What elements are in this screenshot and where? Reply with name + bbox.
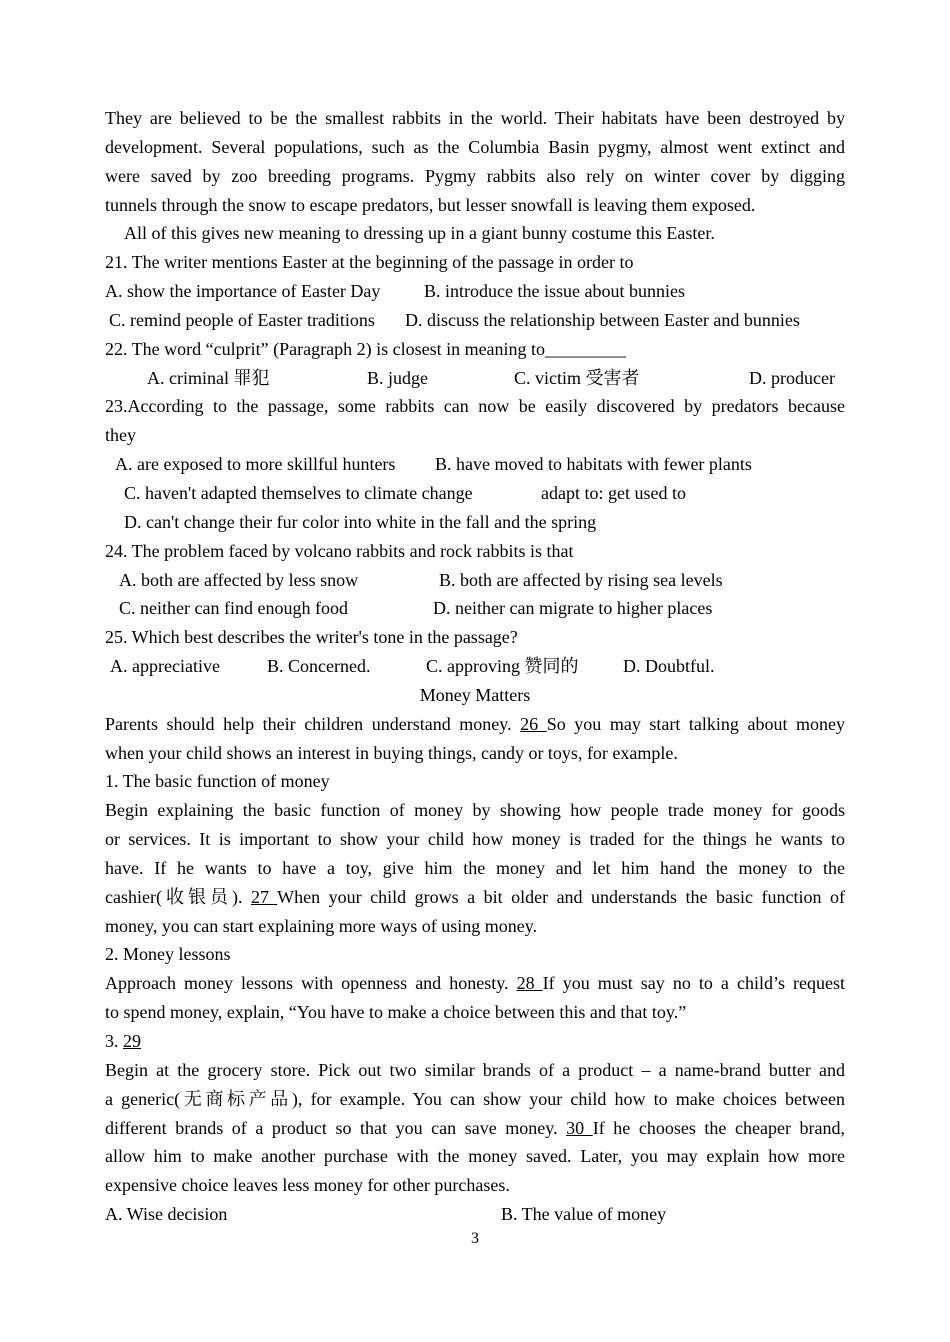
passage-line: They are believed to be the smallest rabbits in the world. Their habitats have been destroyed by: [105, 108, 845, 128]
money-paragraph-line: [105, 883, 845, 912]
question-21-options-ab: [105, 277, 845, 306]
option-21-b: B. introduce the issue about bunnies: [424, 281, 685, 302]
money-paragraph-line: to spend money, explain, “You have to make a choice between this and that toy.”: [105, 1002, 687, 1023]
passage-line: tunnels through the snow to escape predators, but lesser snowfall is leaving them exposed.: [105, 194, 756, 215]
blank-30: 30: [566, 1117, 593, 1138]
option-22-d: D. producer: [749, 367, 835, 388]
blank-27: 27: [250, 886, 278, 907]
option-21-c: C. remind people of Easter traditions: [109, 309, 375, 330]
question-21-options-cd: [105, 306, 845, 335]
money-paragraph-line: or services. It is important to show your child how money is traded for the things he wants to: [105, 829, 845, 850]
option-25-b: B. Concerned.: [267, 656, 371, 677]
question-24-stem: 24. The problem faced by volcano rabbits and rock rabbits is that: [105, 540, 574, 561]
subheading-3: [105, 1027, 845, 1056]
option-25-c: C. approving 赞同的: [426, 656, 579, 677]
option-b: B. The value of money: [501, 1204, 667, 1225]
option-25-a: A. appreciative: [110, 656, 220, 677]
subheading-1: 1. The basic function of money: [105, 771, 330, 792]
question-23-stem-cont: they: [105, 425, 136, 446]
question-23-option-c: [105, 479, 845, 508]
text-span: Approach money lessons with openness and honesty.: [105, 973, 517, 994]
option-24-d: D. neither can migrate to higher places: [433, 598, 713, 619]
option-24-a: A. both are affected by less snow: [119, 569, 359, 590]
question-22-stem: 22. The word “culprit” (Paragraph 2) is closest in meaning to_________: [105, 338, 627, 359]
option-a: A. Wise decision: [105, 1204, 228, 1225]
passage-line: development. Several populations, such as the Columbia Basin pygmy, almost went extinct and: [105, 136, 845, 157]
question-23-options-ab: [105, 450, 845, 479]
money-paragraph-line: expensive choice leaves less money for other purchases.: [105, 1175, 510, 1196]
option-22-a: A. criminal 罪犯: [147, 367, 270, 388]
option-23-c: C. haven't adapted themselves to climate change: [124, 482, 473, 503]
blank-26: 26: [520, 713, 547, 734]
option-24-b: B. both are affected by rising sea levels: [439, 569, 723, 590]
vocab-note: adapt to: get used to: [541, 482, 686, 503]
text-span: 3.: [105, 1031, 123, 1051]
text-span: different brands of a product so that you can save money.: [105, 1117, 567, 1138]
money-paragraph-line: have. If he wants to have a toy, give him the money and let him hand the money to the: [105, 857, 845, 878]
option-21-a: A. show the importance of Easter Day: [105, 281, 381, 302]
question-25-options: [105, 652, 845, 681]
money-paragraph-line: [105, 969, 845, 998]
question-25-stem: 25. Which best describes the writer's tone in the passage?: [105, 627, 518, 648]
option-23-b: B. have moved to habitats with fewer plants: [435, 454, 752, 475]
question-24-options-cd: [105, 594, 845, 623]
text-span: If he chooses the cheaper brand,: [592, 1117, 846, 1138]
blank-29: 29: [123, 1031, 141, 1051]
option-24-c: C. neither can find enough food: [119, 598, 348, 619]
answer-options: [105, 1200, 845, 1229]
option-25-d: D. Doubtful.: [623, 656, 715, 677]
option-23-d: D. can't change their fur color into white in the fall and the spring: [124, 511, 597, 532]
page-number: 3: [471, 1230, 479, 1247]
text-span: When your child grows a bit older and understands the basic function of: [277, 886, 845, 907]
question-22-options: [105, 364, 845, 393]
section-title: Money Matters: [419, 684, 531, 705]
text-span: Parents should help their children understand money.: [105, 713, 521, 734]
money-paragraph-line: Begin at the grocery store. Pick out two similar brands of a product – a name-brand butter and: [105, 1059, 845, 1080]
money-paragraph-line: [105, 1114, 845, 1143]
money-paragraph-line: Begin explaining the basic function of money by showing how people trade money for goods: [105, 800, 845, 821]
subheading-2: 2. Money lessons: [105, 944, 231, 965]
money-paragraph-line: allow him to make another purchase with the money saved. Later, you may explain how more: [105, 1146, 845, 1167]
money-paragraph-line: a generic(无商标产品), for example. You can show your child how to make choices between: [105, 1088, 845, 1109]
question-23-stem: 23.According to the passage, some rabbits can now be easily discovered by predators because: [105, 396, 845, 417]
text-span: cashier(收银员).: [105, 886, 251, 907]
text-span: If you must say no to a child’s request: [542, 973, 845, 994]
option-21-d: D. discuss the relationship between Easter and bunnies: [405, 309, 800, 330]
option-22-b: B. judge: [367, 367, 428, 388]
question-21-stem: 21. The writer mentions Easter at the beginning of the passage in order to: [105, 252, 634, 273]
option-22-c: C. victim 受害者: [514, 367, 640, 388]
passage-closing: All of this gives new meaning to dressing up in a giant bunny costume this Easter.: [124, 223, 715, 244]
page-content: [105, 104, 845, 1229]
money-paragraph-line: when your child shows an interest in buying things, candy or toys, for example.: [105, 742, 678, 763]
option-23-a: A. are exposed to more skillful hunters: [115, 454, 396, 475]
question-24-options-ab: [105, 566, 845, 595]
passage-line: were saved by zoo breeding programs. Pygmy rabbits also rely on winter cover by digging: [105, 165, 845, 186]
money-paragraph-line: money, you can start explaining more ways of using money.: [105, 915, 538, 936]
text-span: So you may start talking about money: [546, 713, 846, 734]
blank-28: 28: [516, 973, 543, 994]
money-paragraph-line: [105, 710, 845, 739]
